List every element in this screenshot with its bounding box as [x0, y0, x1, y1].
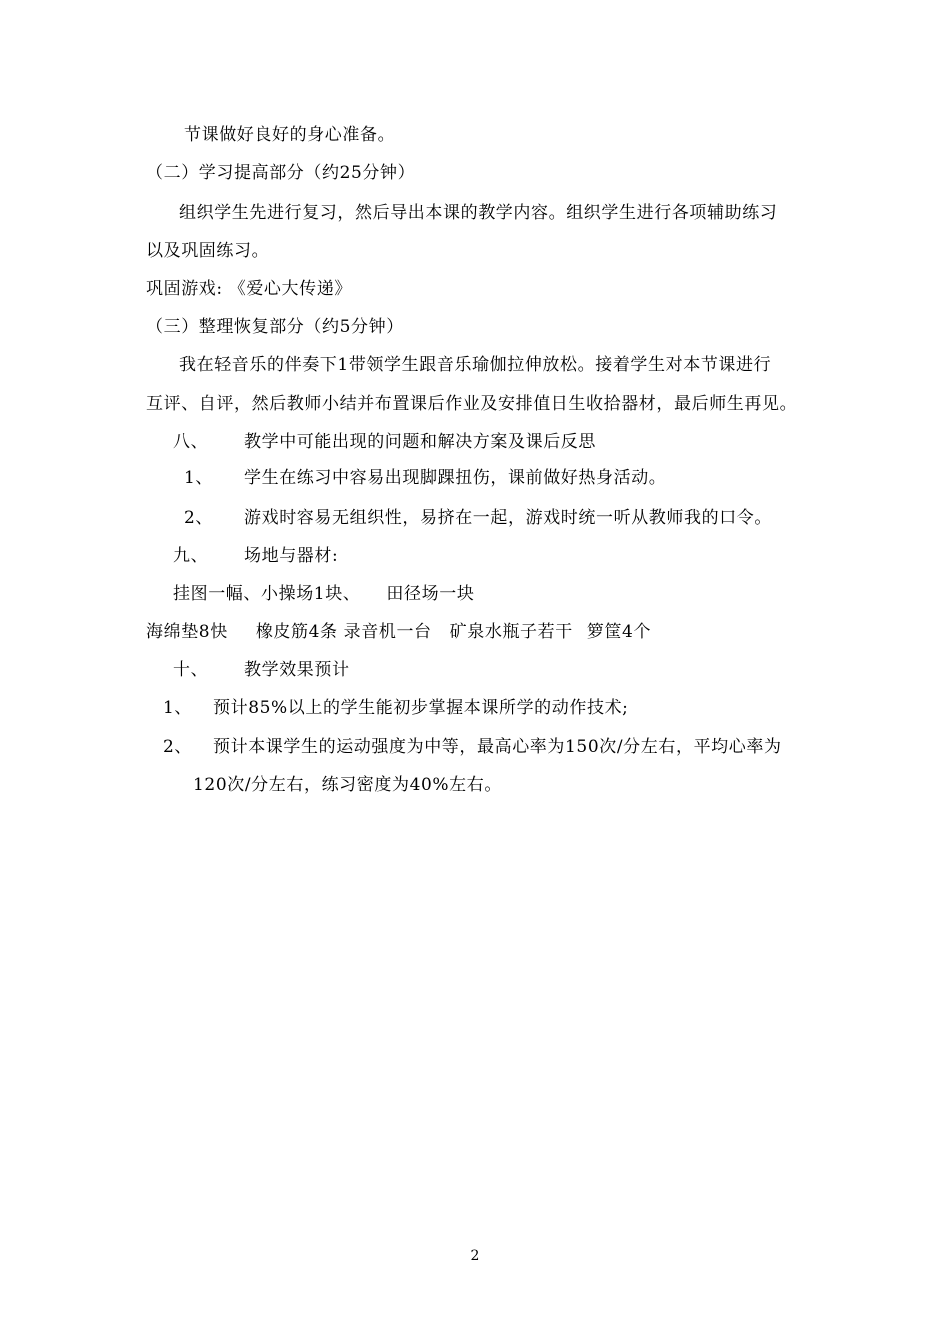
section-heading-2: （二）学习提高部分（约25分钟）: [146, 163, 416, 183]
paragraph-line: 互评、自评，然后教师小结并布置课后作业及安排值日生收拾器材，最后师生再见。: [146, 394, 798, 414]
equipment-text: 田径场一块: [386, 584, 475, 604]
paragraph-line: 节课做好良好的身心准备。: [184, 125, 396, 145]
list-item-text: 预计85%以上的学生能初步掌握本课所学的动作技术;: [213, 698, 629, 718]
page-number: 2: [470, 1248, 480, 1264]
equipment-line: [146, 621, 651, 643]
section-number: 九、: [173, 546, 209, 566]
paragraph-line: 以及巩固练习。: [146, 241, 270, 261]
section-heading-3: （三）整理恢复部分（约5分钟）: [146, 317, 404, 337]
section-number: 十、: [173, 660, 209, 680]
list-item: [163, 697, 629, 719]
section-9-heading: [173, 545, 338, 567]
list-item-number: 2、: [163, 737, 193, 757]
list-item-number: 1、: [163, 698, 193, 718]
equipment-text: 挂图一幅、小操场1块、: [173, 584, 361, 604]
section-number: 八、: [173, 432, 209, 452]
list-item-number: 1、: [184, 468, 214, 488]
equipment-text: 橡皮筋4条 录音机一台: [255, 622, 432, 642]
equipment-text: 海绵垫8快: [146, 622, 228, 642]
paragraph-line: 我在轻音乐的伴奏下1带领学生跟音乐瑜伽拉伸放松。接着学生对本节课进行: [179, 355, 772, 375]
list-item-text: 游戏时容易无组织性，易挤在一起，游戏时统一听从教师我的口令。: [244, 508, 772, 528]
list-item: [184, 467, 666, 489]
equipment-text: 箩筐4个: [586, 622, 652, 642]
list-item: [184, 507, 772, 529]
list-item: [163, 736, 782, 758]
section-10-heading: [173, 659, 350, 681]
list-item-number: 2、: [184, 508, 214, 528]
section-title: 教学中可能出现的问题和解决方案及课后反思: [244, 432, 596, 452]
list-item-text: 预计本课学生的运动强度为中等，最高心率为150次/分左右，平均心率为: [213, 737, 782, 757]
section-8-heading: [173, 431, 596, 453]
section-title: 场地与器材:: [244, 546, 339, 566]
paragraph-line: 组织学生先进行复习，然后导出本课的教学内容。组织学生进行各项辅助练习: [179, 203, 778, 223]
list-item-text: 学生在练习中容易出现脚踝扭伤，课前做好热身活动。: [244, 468, 667, 488]
game-line: 巩固游戏: 《爱心大传递》: [146, 279, 352, 299]
list-item-continuation: 120次/分左右，练习密度为40%左右。: [193, 775, 502, 795]
equipment-text: 矿泉水瓶子若干: [449, 622, 573, 642]
section-title: 教学效果预计: [244, 660, 350, 680]
equipment-line: [173, 583, 474, 605]
